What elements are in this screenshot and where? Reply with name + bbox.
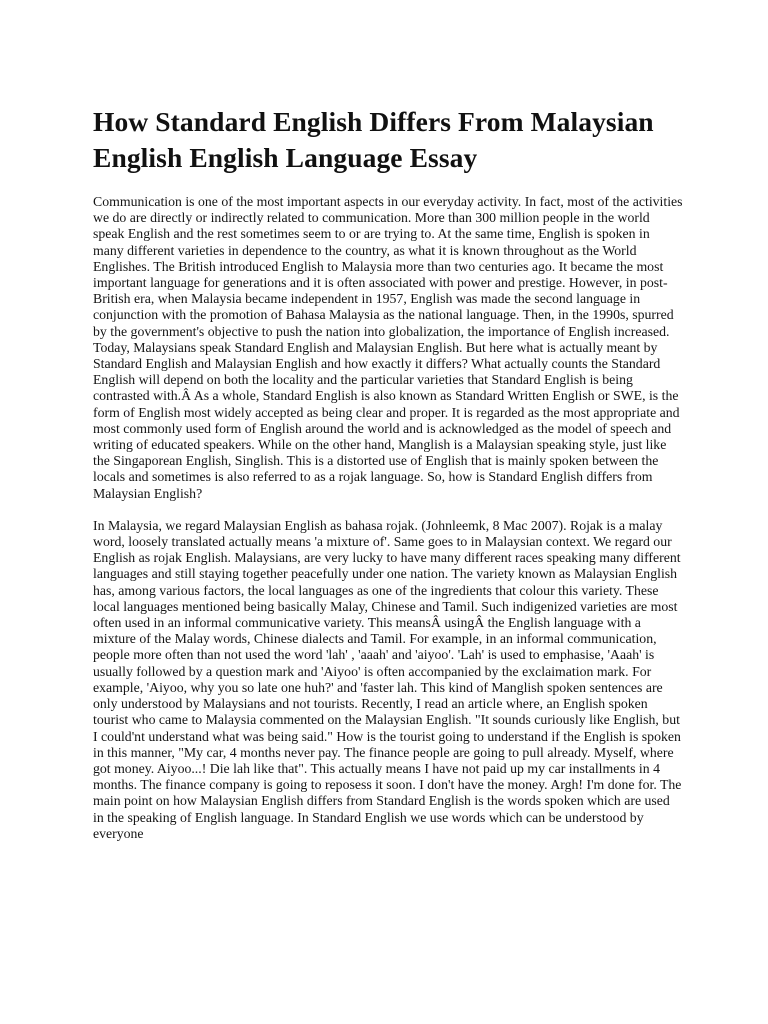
paragraph-introduction: Communication is one of the most important aspects in our everyday activity. In fact, most of the activities we do are directly or indirectly related to communication. More than 300 million people in the world speak English and the rest sometimes seem to or are trying to. At the same time, English is spoken in many different varieties in dependence to the country, as what it is known throughout as the World Englishes. The British introduced English to Malaysia more than two centuries ago. It became the most important language for generations and it is often associated with power and prestige. However, in post-British era, when Malaysia became independent in 1957, English was made the second language in conjunction with the promotion of Bahasa Malaysia as the national language. Then, in the 1990s, spurred by the government's objective to push the nation into globalization, the importance of English increased. Today, Malaysians speak Standard English and Malaysian English. But here what is actually meant by Standard English and Malaysian English and how exactly it differs? What actually counts the Standard English will depend on both the locality and the particular varieties that Standard English is being contrasted with.Â As a whole, Standard English is also known as Standard Written English or SWE, is the form of English most widely accepted as being clear and proper. It is regarded as the most appropriate and most commonly used form of English around the world and is acknowledged as the model of speech and writing of educated speakers. While on the other hand, Manglish is a Malaysian speaking style, just like the Singaporean English, Singlish. This is a distorted use of English that is mainly spoken between the locals and sometimes is also referred to as a rojak language. So, how is Standard English differs from Malaysian English?	[93, 194, 683, 501]
document-title: How Standard English Differs From Malaysian English English Language Essay	[93, 106, 654, 173]
paragraph-malaysian-english: In Malaysia, we regard Malaysian English as bahasa rojak. (Johnleemk, 8 Mac 2007). Rojak is a malay word, loosely translated actually means 'a mixture of'. Same goes to in Malaysian context. We regard our English as rojak English. Malaysians, are very lucky to have many different races speaking many different languages and still staying together peacefully under one nation. The variety known as Malaysian English has, among various factors, the local languages as one of the ingredients that colour this variety. These local languages mentioned being basically Malay, Chinese and Tamil. Such indigenized varieties are most often used in an informal communicative variety. This meansÂ usingÂ the English language with a mixture of the Malay words, Chinese dialects and Tamil. For example, in an informal communication, people more often than not used the word 'lah' , 'aaah' and 'aiyoo'. 'Lah' is used to emphasise, 'Aaah' is usually followed by a question mark and 'Aiyoo' is often accompanied by the exclaimation mark. For example, 'Aiyoo, why you so late one huh?' and 'faster lah. This kind of Manglish spoken sentences are only understood by Malaysians and not tourists. Recently, I read an article where, an English spoken tourist who came to Malaysia commented on the Malaysian English. "It sounds curiously like English, but I could'nt understand what was being said." How is the tourist going to understand if the English is spoken in this manner, "My car, 4 months never pay. The finance people are going to pull already. Myself, where got money. Aiyoo...! Die lah like that". This actually means I have not paid up my car installments in 4 months. The finance company is going to reposess it soon. I don't have the money. Argh! I'm done for. The main point on how Malaysian English differs from Standard English is the words spoken which are used in the speaking of English language. In Standard English we use words which can be understood by everyone	[93, 517, 682, 841]
document-page	[93, 104, 683, 842]
